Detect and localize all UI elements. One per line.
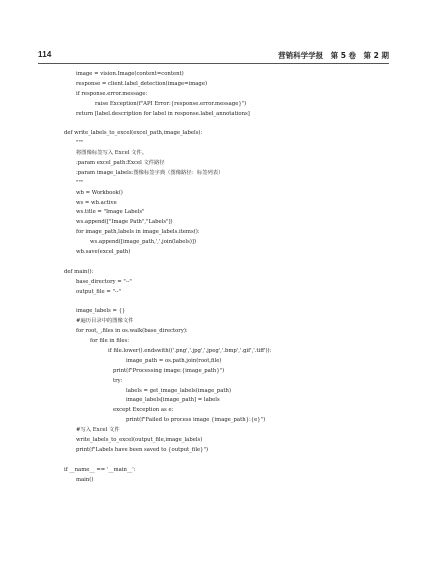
code-line: write_labels_to_excel(output_file,image_labels) [76,436,203,443]
code-line: wb.save(excel_path) [76,249,131,256]
header-rule [38,63,389,64]
code-line: ws.append([image_path,','.join(labels)]) [90,239,197,246]
code-line: :param excel_path:Excel 文件路径 [76,160,165,167]
code-line: print(f"Failed to process image {image_path}:{e}") [126,417,266,424]
code-line: #遍历目录中的图像文件 [76,318,134,325]
code-line: ws.title = "Image Labels" [76,209,145,216]
code-line: main() [76,476,94,483]
code-line: image_labels = {} [76,308,126,315]
code-line: print(f"Labels have been saved to {output_file}") [76,446,209,453]
code-line: def write_labels_to_excel(excel_path,image_labels): [64,130,203,137]
code-line: except Exception as e: [113,407,174,414]
code-line: :param image_labels:图像标签字典（图像路径：标签列表） [76,169,224,176]
code-line: #写入 Excel 文件 [76,427,120,434]
code-line [64,456,394,466]
code-line: for root,_,files in os.walk(base_directory): [76,328,188,335]
code-line: return [label.description for label in response.label_annotations] [76,110,250,117]
code-line [64,258,394,268]
code-line: wb = Workbook() [76,189,123,196]
code-line: ws.append(["Image Path","Labels"]) [76,219,173,226]
code-line: """ [76,179,84,186]
code-line [64,119,394,129]
code-line: """ [76,140,84,147]
code-line: image_path = os.path.join(root,file) [126,357,222,364]
code-listing [64,70,394,485]
journal-title: 营销科学学报 第 5 卷 第 2 期 [278,51,389,60]
code-line: def main(): [64,268,94,275]
code-line: labels = get_image_labels(image_path) [126,387,232,394]
page-number: 114 [38,50,52,59]
code-line: if file.lower().endswith(('.png','.jpg','.jpeg','.bmp','.gif','.tiff')): [108,347,272,354]
code-line: base_directory = "--" [76,278,132,285]
code-line: if __name__ == '__main__': [64,466,136,473]
code-line: image_labels[image_path] = labels [126,397,220,404]
code-line: image = vision.Image(content=content) [76,71,184,77]
code-line: ws = wb.active [76,199,117,206]
code-line [64,297,394,307]
code-line: raise Exception(f"API Error:{response.error.message}") [95,100,247,107]
code-line: if response.error.message: [76,90,148,97]
code-line: for image_path,labels in image_labels.items(): [76,229,200,236]
code-line: for file in files: [90,338,130,345]
running-header [38,50,389,64]
code-line: try: [113,377,123,384]
code-line: output_file = "--" [76,288,121,295]
code-line: print(f"Processing image:{image_path}") [113,367,225,374]
code-line: 将图像标签写入 Excel 文件。 [76,150,147,157]
code-line: response = client.label_detection(image=image) [76,80,208,87]
